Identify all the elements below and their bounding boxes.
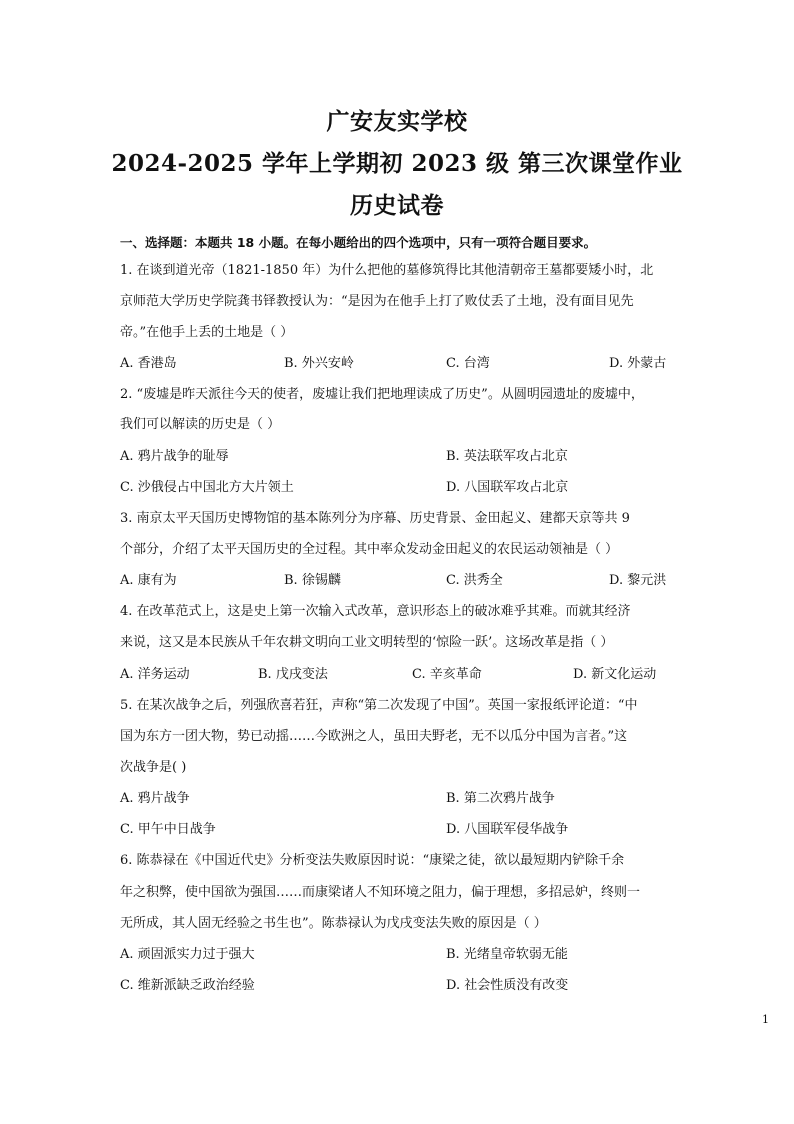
option-d[interactable]: D. 八国联军攻占北京 [446, 480, 569, 495]
option-a[interactable]: A. 顽固派实力过于强大 [120, 947, 255, 962]
option-b[interactable]: B. 外兴安岭 [284, 356, 354, 371]
option-d[interactable]: D. 黎元洪 [609, 573, 667, 588]
page-number: 1 [762, 1013, 769, 1026]
question-line: 年之积弊，使中国欲为强国……而康梁诸人不知环境之阻力，偏于理想，多招忌妒，终则一 [120, 885, 641, 900]
option-b[interactable]: B. 第二次鸦片战争 [446, 791, 555, 806]
question-line: 6. 陈恭禄在《中国近代史》分析变法失败原因时说：“康梁之徒，欲以最短期内铲除千余 [120, 853, 625, 868]
option-a[interactable]: A. 洋务运动 [120, 667, 190, 682]
question-line: 次战争是( ) [120, 760, 187, 775]
option-b[interactable]: B. 徐锡麟 [284, 573, 341, 588]
question-line: 3. 南京太平天国历史博物馆的基本陈列分为序幕、历史背景、金田起义、建都天京等共 9 [120, 511, 630, 526]
option-d[interactable]: D. 八国联军侵华战争 [446, 822, 569, 837]
option-c[interactable]: C. 台湾 [446, 356, 490, 371]
option-b[interactable]: B. 英法联军攻占北京 [446, 449, 568, 464]
option-b[interactable]: B. 戊戌变法 [258, 667, 328, 682]
option-c[interactable]: C. 沙俄侵占中国北方大片领土 [120, 480, 294, 495]
option-a[interactable]: A. 康有为 [120, 573, 177, 588]
question-line: 京师范大学历史学院龚书铎教授认为：“是因为在他手上打了败仗丢了土地，没有面目见先 [120, 294, 634, 309]
question-line: 个部分，介绍了太平天国历史的全过程。其中率众发动金田起义的农民运动领袖是（ ） [120, 542, 619, 557]
option-d[interactable]: D. 外蒙古 [609, 356, 667, 371]
question-line: 1. 在谈到道光帝（1821-1850 年）为什么把他的墓修筑得比其他清朝帝王墓都要矮小时，北 [120, 263, 654, 278]
school-title: 广安友实学校 [326, 108, 468, 135]
option-a[interactable]: A. 鸦片战争 [120, 791, 190, 806]
option-a[interactable]: A. 香港岛 [120, 356, 177, 371]
question-line: 帝。”在他手上丢的土地是（ ） [120, 325, 294, 340]
option-d[interactable]: D. 社会性质没有改变 [446, 978, 569, 993]
option-c[interactable]: C. 辛亥革命 [412, 667, 482, 682]
option-a[interactable]: A. 鸦片战争的耻辱 [120, 449, 229, 464]
subject-title: 历史试卷 [350, 192, 444, 219]
question-line: 来说，这又是本民族从千年农耕文明向工业文明转型的‘惊险一跃’。这场改革是指（ ） [120, 635, 614, 650]
option-c[interactable]: C. 甲午中日战争 [120, 822, 216, 837]
question-line: 我们可以解读的历史是（ ） [120, 417, 281, 432]
question-line: 4. 在改革范式上，这是史上第一次输入式改革，意识形态上的破冰难乎其难。而就其经济 [120, 604, 631, 619]
option-c[interactable]: C. 洪秀全 [446, 573, 503, 588]
question-line: 无所成，其人固无经验之书生也”。陈恭禄认为戊戌变法失败的原因是（ ） [120, 916, 547, 931]
option-b[interactable]: B. 光绪皇帝软弱无能 [446, 947, 568, 962]
section-heading: 一、选择题：本题共 18 小题。在每小题给出的四个选项中，只有一项符合题目要求。 [120, 235, 597, 250]
question-line: 2. “废墟是昨天派往今天的使者，废墟让我们把地理读成了历史”。从圆明园遗址的废墟中， [120, 387, 644, 402]
question-line: 国为东方一团大物，势已动摇……今欧洲之人，虽田夫野老，无不以瓜分中国为言者。”这 [120, 729, 628, 744]
question-line: 5. 在某次战争之后，列强欣喜若狂，声称“第二次发现了中国”。英国一家报纸评论道：“中 [120, 698, 638, 713]
option-d[interactable]: D. 新文化运动 [573, 667, 657, 682]
term-title: 2024-2025 学年上学期初 2023 级 第三次课堂作业 [111, 150, 683, 177]
option-c[interactable]: C. 维新派缺乏政治经验 [120, 978, 255, 993]
